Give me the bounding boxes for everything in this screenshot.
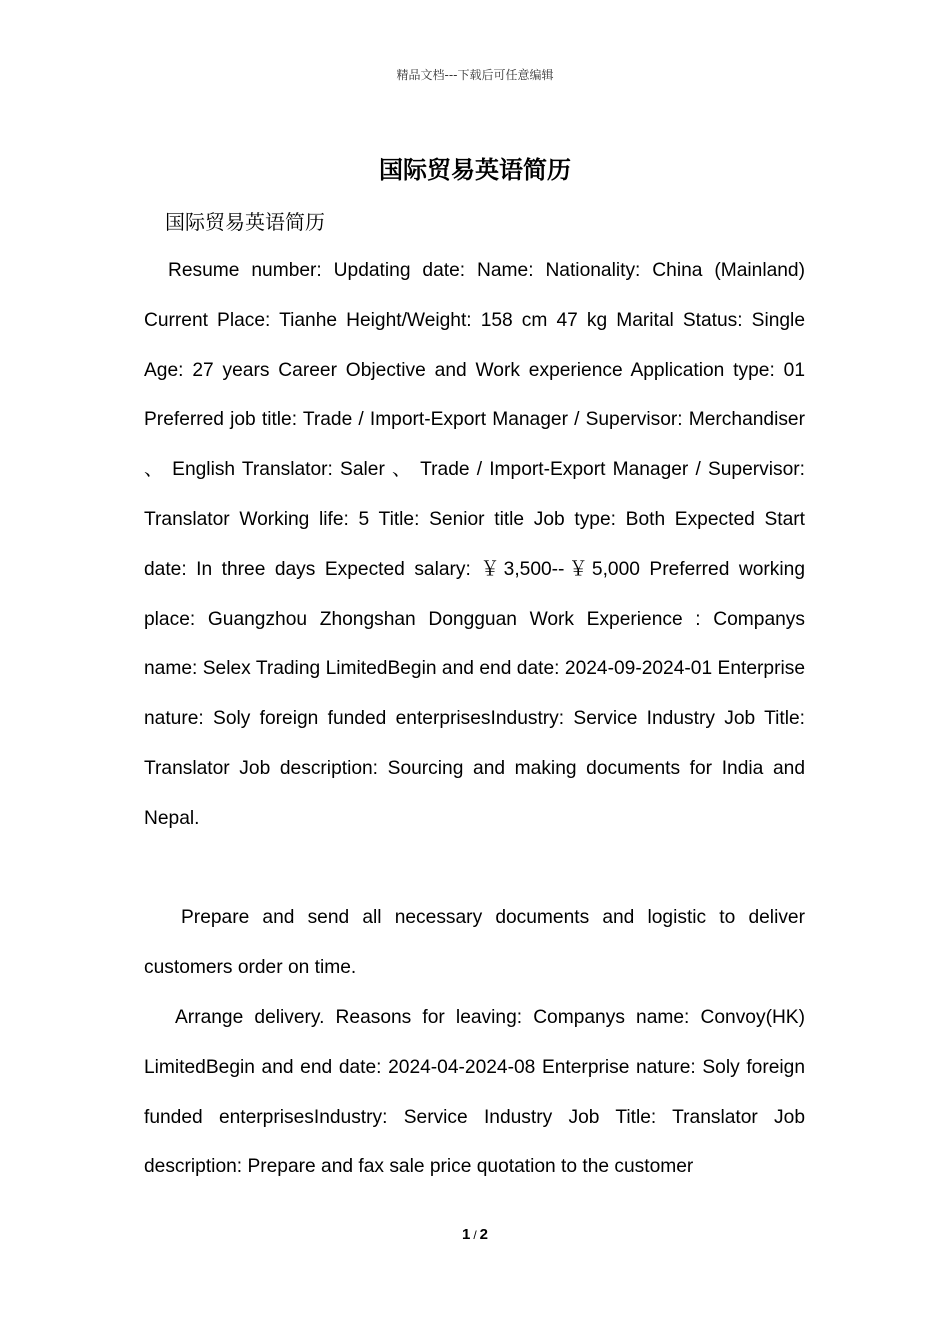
page-separator: / — [473, 1228, 477, 1242]
document-title: 国际贸易英语简历 — [379, 155, 571, 184]
body-paragraph: Arrange delivery. Reasons for leaving: Companys name: Convoy(HK) LimitedBegin and end date: 2024-04-2024-08 Enterprise nature: Soly foreign funded enterprisesIndustry: Service Industry Job Title: Translator Job description: Prepare and fax sale price quotation to the customer — [144, 1007, 805, 1178]
total-pages: 2 — [479, 1226, 489, 1243]
body-paragraph: Prepare and send all necessary documents and logistic to deliver customers order on time. — [144, 907, 805, 978]
body-paragraph: Resume number: Updating date: Name: Nationality: China (Mainland) Current Place: Tianhe Height/Weight: 158 cm 47 kg Marital Status: Single Age: 27 years Career Objective and Work experience Application type: 01 Preferred job title: Trade / Import-Export Manager / Supervisor: Merchandiser 、 English Translator: Saler 、 Trade / Import-Export Manager / Supervisor: Translator Working life: 5 Title: Senior title Job type: Both Expected Start date: In three days Expected salary: ￥3,500--￥5,000 Preferred working place: Guangzhou Zhongshan Dongguan Work Experience : Companys name: Selex Trading LimitedBegin and end date: 2024-09-2024-01 Enterprise nature: Soly foreign funded enterprisesIndustry: Service Industry Job Title: Translator Job description: Sourcing and making documents for India and Nepal. — [144, 260, 805, 829]
current-page: 1 — [461, 1226, 471, 1243]
header-note: 精品文档---下载后可任意编辑 — [396, 68, 554, 82]
document-subtitle: 国际贸易英语简历 — [165, 210, 325, 234]
page-number — [0, 1226, 950, 1243]
